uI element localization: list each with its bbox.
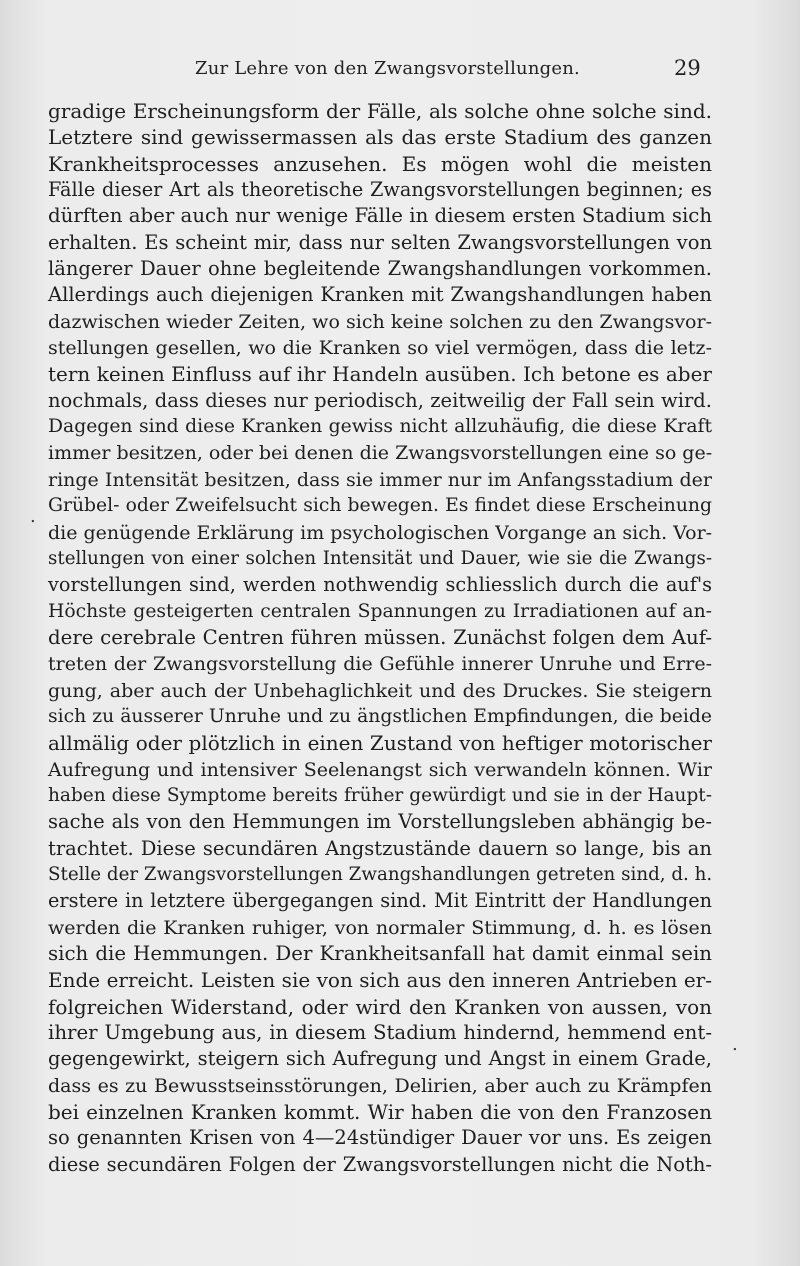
text-line: bei einzelnen Kranken kommt. Wir haben die von den Franzosen [48,1100,712,1125]
text-line: Fälle dieser Art als theoretische Zwangsvorstellungen beginnen; es [48,178,712,202]
text-line: sich zu äusserer Unruhe und zu ängstlichen Empfindungen, die beide [48,705,712,727]
text-line: längerer Dauer ohne begleitende Zwangshandlungen vorkommen. [48,257,712,281]
text-line: gradige Erscheinungsform der Fälle, als solche ohne solche sind. [48,99,712,123]
text-line: stellungen gesellen, wo die Kranken so viel vermögen, dass die letz- [48,337,712,360]
text-line: Aufregung und intensiver Seelenangst sich verwandeln können. Wir [48,758,712,781]
margin-dot: . [732,1034,738,1055]
text-line: diese secundären Folgen der Zwangsvorstellungen nicht die Noth- [48,1152,712,1176]
text-line: Ende erreicht. Leisten sie von sich aus den inneren Antrieben er- [48,968,712,993]
text-line: nochmals, dass dieses nur periodisch, zeitweilig der Fall sein wird. [48,388,712,412]
text-line: sache als von den Hemmungen im Vorstellungsleben abhängig be- [48,810,712,834]
page-header [0,58,800,88]
text-line: dere cerebrale Centren führen müssen. Zunächst folgen dem Auf- [48,625,712,649]
text-line: Stelle der Zwangsvorstellungen Zwangshandlungen getreten sind, d. h. [48,863,713,885]
text-line: stellungen von einer solchen Intensität und Dauer, wie sie die Zwangs- [48,547,712,569]
text-line: trachtet. Diese secundären Angstzustände dauern so lange, bis an [48,836,712,860]
text-line: erhalten. Es scheint mir, dass nur selten Zwangsvorstellungen von [48,230,712,254]
text-line: ihrer Umgebung aus, in diesem Stadium hindernd, hemmend ent- [48,1021,712,1045]
text-line: erstere in letztere übergegangen sind. Mit Eintritt der Handlungen [48,889,712,913]
page-number: 29 [674,56,701,80]
text-line: werden die Kranken ruhiger, von normaler Stimmung, d. h. es lösen [48,916,712,939]
text-line: Höchste gesteigerten centralen Spannungen zu Irradiationen auf an- [48,600,712,622]
body-text [48,98,712,1178]
text-line: die genügende Erklärung im psychologischen Vorgange an sich. Vor- [48,521,713,544]
text-line: sich die Hemmungen. Der Krankheitsanfall hat damit einmal sein [48,942,712,965]
text-line: so genannten Krisen von 4—24stündiger Dauer vor uns. Es zeigen [48,1126,712,1150]
text-line: allmälig oder plötzlich in einen Zustand von heftiger motorischer [48,731,712,756]
text-line: vorstellungen sind, werden nothwendig schliesslich durch die auf's [48,573,712,597]
text-line: Allerdings auch diejenigen Kranken mit Zwangshandlungen haben [48,283,712,307]
text-line: dürften aber auch nur wenige Fälle in diesem ersten Stadium sich [48,204,713,228]
margin-dot: . [30,506,36,527]
text-line: dass es zu Bewusstseinsstörungen, Delirien, aber auch zu Krämpfen [48,1074,712,1097]
text-line: gegengewirkt, steigern sich Aufregung und Angst in einem Grade, [48,1047,712,1071]
running-title: Zur Lehre von den Zwangsvorstellungen. [195,58,580,79]
text-line: dazwischen wieder Zeiten, wo sich keine solchen zu den Zwangsvor- [48,310,712,333]
text-line: haben diese Symptome bereits früher gewürdigt und sie in der Haupt- [48,784,712,806]
text-line: immer besitzen, oder bei denen die Zwangsvorstellungen eine so ge- [48,442,713,465]
text-line: Dagegen sind diese Kranken gewiss nicht allzuhäufig, die diese Kraft [48,416,712,438]
text-line: gung, aber auch der Unbehaglichkeit und des Druckes. Sie steigern [48,679,712,702]
text-line: treten der Zwangsvorstellung die Gefühle innerer Unruhe und Erre- [48,653,712,676]
text-line: Grübel- oder Zweifelsucht sich bewegen. Es findet diese Erscheinung [48,495,712,517]
text-line: tern keinen Einfluss auf ihr Handeln ausüben. Ich betone es aber [48,362,712,387]
text-line: Letztere sind gewissermassen als das erste Stadium des ganzen [48,125,712,150]
text-line: Krankheitsprocesses anzusehen. Es mögen wohl die meisten [48,151,712,176]
text-line: folgreichen Widerstand, oder wird den Kranken von aussen, von [48,994,712,1019]
text-line: ringe Intensität besitzen, dass sie immer nur im Anfangsstadium der [48,468,712,491]
